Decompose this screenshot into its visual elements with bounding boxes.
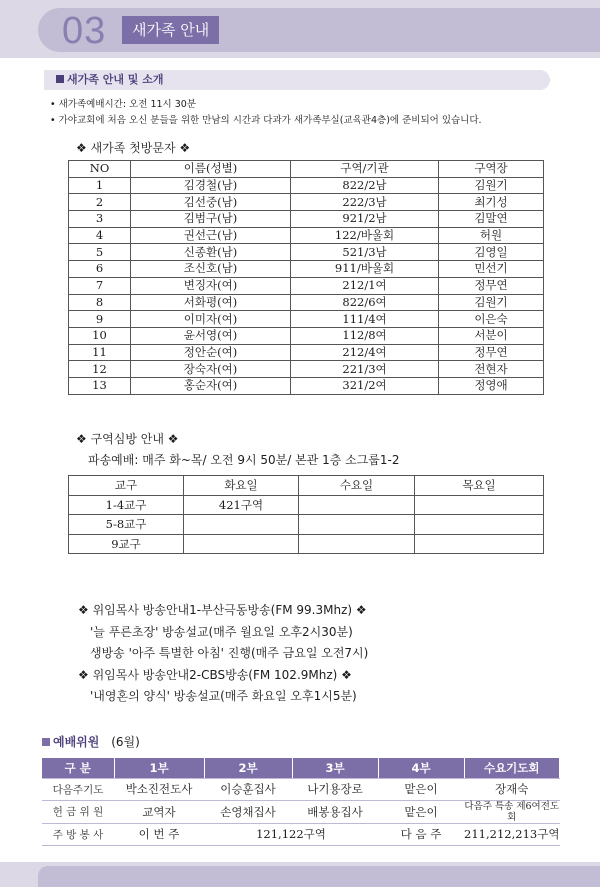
cell: 121,122구역 (204, 823, 378, 845)
cell: 변징자(여) (131, 277, 291, 294)
table-row (69, 534, 544, 554)
cell: 9 (69, 311, 131, 328)
footer-tab (38, 866, 600, 887)
table-row (69, 177, 544, 194)
table-row (69, 294, 544, 311)
cell: 김말연 (439, 211, 544, 228)
cell: 이미자(여) (131, 311, 291, 328)
cell: 정무연 (439, 277, 544, 294)
cell: 허원 (439, 227, 544, 244)
table-row (69, 211, 544, 228)
cell: 조신호(남) (131, 261, 291, 278)
cell: 212/1여 (291, 277, 439, 294)
cell: 822/6여 (291, 294, 439, 311)
zone-visit-info: 파송예배: 매주 화~목/ 오전 9시 50분/ 본관 1층 소그룹1-2 (88, 453, 400, 467)
cell: 김범구(남) (131, 211, 291, 228)
table-header-row (69, 476, 544, 496)
cell (415, 534, 544, 554)
cell (299, 534, 415, 554)
cell: 정영애 (439, 377, 544, 394)
cell: 9교구 (69, 534, 184, 554)
table-row (42, 823, 560, 845)
row-header: 다음주기도 (42, 778, 114, 800)
col-header: 구역장 (439, 161, 544, 178)
cell: 212/4여 (291, 344, 439, 361)
col-header: 2부 (204, 758, 292, 778)
cell (184, 534, 299, 554)
cell: 장재숙 (464, 778, 560, 800)
visitors-title: ❖ 새가족 첫방문자 ❖ (76, 141, 191, 155)
col-header: 목요일 (415, 476, 544, 496)
table-row (69, 495, 544, 515)
col-header: 4부 (378, 758, 464, 778)
col-header: 구 분 (42, 758, 114, 778)
radio-line: '늘 푸른초장' 방송설교(매주 월요일 오후2시30분) (90, 624, 353, 639)
cell (299, 515, 415, 535)
cell: 11 (69, 344, 131, 361)
col-header: NO (69, 161, 131, 178)
col-header: 교구 (69, 476, 184, 496)
cell: 전현자 (439, 361, 544, 378)
cell: 10 (69, 327, 131, 344)
visitors-table (68, 160, 544, 395)
table-row (69, 227, 544, 244)
cell: 122/바울회 (291, 227, 439, 244)
worship-table (42, 758, 560, 846)
cell: 13 (69, 377, 131, 394)
cell: 권선근(남) (131, 227, 291, 244)
square-bullet-icon (42, 738, 50, 746)
col-header: 이름(성별) (131, 161, 291, 178)
cell: 이은숙 (439, 311, 544, 328)
zone-visit-table (68, 475, 544, 554)
cell: 222/3남 (291, 194, 439, 211)
table-row (69, 244, 544, 261)
cell: 김영일 (439, 244, 544, 261)
cell: 2 (69, 194, 131, 211)
cell: 921/2남 (291, 211, 439, 228)
cell: 5-8교구 (69, 515, 184, 535)
col-header: 구역/기관 (291, 161, 439, 178)
cell: 맡은이 (378, 800, 464, 823)
cell: 521/3남 (291, 244, 439, 261)
cell: 정안순(여) (131, 344, 291, 361)
cell: 김원기 (439, 177, 544, 194)
cell: 이승훈집사 (204, 778, 292, 800)
square-bullet-icon (56, 75, 64, 83)
cell: 1-4교구 (69, 495, 184, 515)
col-header: 3부 (292, 758, 378, 778)
cell: 윤서영(여) (131, 327, 291, 344)
cell: 손영채집사 (204, 800, 292, 823)
col-header: 1부 (114, 758, 204, 778)
radio-line: '내영혼의 양식' 방송설교(매주 화요일 오후1시5분) (90, 689, 357, 703)
table-row (69, 515, 544, 535)
cell: 배봉용집사 (292, 800, 378, 823)
col-header: 수요기도회 (464, 758, 560, 778)
col-header: 화요일 (184, 476, 299, 496)
col-header: 수요일 (299, 476, 415, 496)
table-header-row (42, 758, 560, 778)
table-row (69, 361, 544, 378)
note-item: • 가야교회에 처음 오신 분들을 위한 만남의 시간과 다과가 새가족부실(교육관4층)에 준비되어 있습니다. (50, 115, 482, 126)
table-row (42, 778, 560, 800)
cell: 민선기 (439, 261, 544, 278)
cell: 6 (69, 261, 131, 278)
cell: 1 (69, 177, 131, 194)
notes (50, 97, 482, 129)
cell: 911/바울회 (291, 261, 439, 278)
cell: 421구역 (184, 495, 299, 515)
cell: 교역자 (114, 800, 204, 823)
cell: 김선중(남) (131, 194, 291, 211)
cell: 장숙자(여) (131, 361, 291, 378)
cell: 211,212,213구역 (464, 823, 560, 845)
table-row (69, 277, 544, 294)
note-item: • 새가족예배시간: 오전 11시 30분 (50, 99, 197, 110)
cell: 8 (69, 294, 131, 311)
table-row (69, 261, 544, 278)
cell: 111/4여 (291, 311, 439, 328)
cell: 맡은이 (378, 778, 464, 800)
cell (184, 515, 299, 535)
table-row (69, 311, 544, 328)
worship-month: (6월) (111, 735, 140, 749)
row-header: 헌 금 위 원 (42, 800, 114, 823)
cell: 김원기 (439, 294, 544, 311)
cell: 서화평(여) (131, 294, 291, 311)
cell: 박소진전도사 (114, 778, 204, 800)
cell: 다 음 주 (378, 823, 464, 845)
table-row (42, 800, 560, 823)
cell: 5 (69, 244, 131, 261)
cell: 7 (69, 277, 131, 294)
cell: 321/2여 (291, 377, 439, 394)
radio-line: ❖ 위임목사 방송안내2-CBS방송(FM 102.9Mhz) ❖ (78, 667, 352, 682)
cell: 김경철(남) (131, 177, 291, 194)
radio-line: ❖ 위임목사 방송안내1-부산극동방송(FM 99.3Mhz) ❖ (78, 603, 367, 617)
cell: 홍순자(여) (131, 377, 291, 394)
table-row (69, 327, 544, 344)
cell: 정무연 (439, 344, 544, 361)
row-header: 주 방 봉 사 (42, 823, 114, 845)
cell: 3 (69, 211, 131, 228)
cell: 신종환(남) (131, 244, 291, 261)
section-title: 새가족 안내 및 소개 (56, 70, 164, 90)
cell: 822/2남 (291, 177, 439, 194)
table-header-row (69, 161, 544, 178)
cell: 12 (69, 361, 131, 378)
cell: 221/3여 (291, 361, 439, 378)
cell: 서분이 (439, 327, 544, 344)
cell: 최기성 (439, 194, 544, 211)
table-row (69, 194, 544, 211)
cell: 4 (69, 227, 131, 244)
zone-visit-title: ❖ 구역심방 안내 ❖ (76, 432, 179, 446)
cell (299, 495, 415, 515)
cell (415, 495, 544, 515)
cell: 나기용장로 (292, 778, 378, 800)
cell: 112/8여 (291, 327, 439, 344)
chapter-number: 03 (62, 10, 107, 52)
chapter-title: 새가족 안내 (122, 16, 219, 44)
cell: 다음주 특송 제6여전도회 (464, 800, 560, 823)
worship-title: 예배위원 (6월) (42, 733, 140, 750)
table-row (69, 377, 544, 394)
cell: 이 번 주 (114, 823, 204, 845)
table-row (69, 344, 544, 361)
radio-info (78, 600, 368, 708)
radio-line: 생방송 '아주 특별한 아침' 진행(매주 금요일 오전7시) (90, 646, 369, 660)
cell (415, 515, 544, 535)
